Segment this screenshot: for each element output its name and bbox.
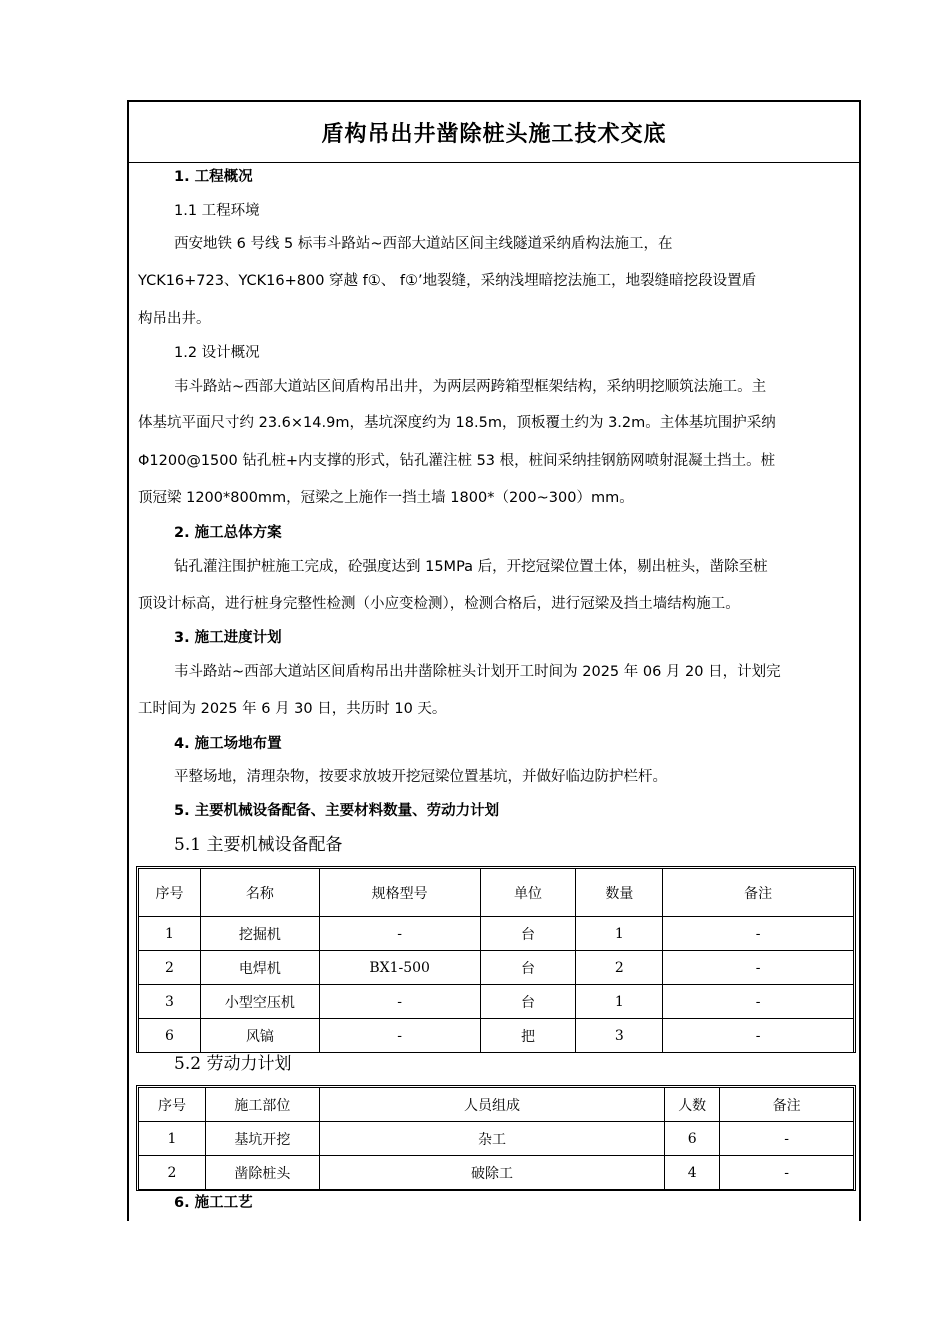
table-cell: 3 xyxy=(576,1019,663,1053)
table-cell: 基坑开挖 xyxy=(205,1122,319,1156)
table-row xyxy=(139,985,854,1019)
table-cell: - xyxy=(663,985,854,1019)
table-header: 人数 xyxy=(665,1088,720,1122)
table-header-row xyxy=(139,1088,854,1122)
paragraph-line: 顶冠梁 1200*800mm，冠梁之上施作一挡土墙 1800*（200~300）mm。 xyxy=(138,490,634,506)
table-header: 备注 xyxy=(720,1088,854,1122)
table-row xyxy=(139,1122,854,1156)
table-cell: 电焊机 xyxy=(200,951,319,985)
table-cell: 2 xyxy=(139,951,201,985)
table-cell: 挖掘机 xyxy=(200,917,319,951)
title-row xyxy=(129,102,859,163)
paragraph-line: Φ1200@1500 钻孔桩+内支撑的形式，钻孔灌注桩 53 根，桩间采纳挂钢筋网喷射混凝土挡土。桩 xyxy=(138,453,776,469)
table-cell: 1 xyxy=(576,985,663,1019)
table-cell: - xyxy=(319,985,480,1019)
section-2-heading: 2. 施工总体方案 xyxy=(174,525,282,541)
section-4-heading: 4. 施工场地布置 xyxy=(174,736,282,752)
paragraph-line: 体基坑平面尺寸约 23.6×14.9m，基坑深度约为 18.5m，顶板覆土约为 3.2m。主体基坑围护采纳 xyxy=(138,415,776,431)
table-cell: 把 xyxy=(480,1019,576,1053)
table-header: 人员组成 xyxy=(319,1088,664,1122)
table-cell: - xyxy=(319,1019,480,1053)
table-cell: 杂工 xyxy=(319,1122,664,1156)
paragraph-line: 构吊出井。 xyxy=(138,311,211,327)
table-cell: 1 xyxy=(576,917,663,951)
table-header: 施工部位 xyxy=(205,1088,319,1122)
paragraph-line: 平整场地，清理杂物，按要求放坡开挖冠梁位置基坑，并做好临边防护栏杆。 xyxy=(174,769,667,785)
table-cell: 破除工 xyxy=(319,1156,664,1190)
table-cell: 6 xyxy=(665,1122,720,1156)
table-cell: 1 xyxy=(139,1122,206,1156)
table-header: 备注 xyxy=(663,869,854,917)
table-header: 数量 xyxy=(576,869,663,917)
paragraph-line: 西安地铁 6 号线 5 标韦斗路站~西部大道站区间主线隧道采纳盾构法施工，在 xyxy=(174,236,673,252)
section-5-1-heading: 5.1 主要机械设备配备 xyxy=(174,835,343,855)
table-row xyxy=(139,1019,854,1053)
table-cell: 2 xyxy=(576,951,663,985)
section-5-2-heading: 5.2 劳动力计划 xyxy=(174,1054,292,1074)
table-cell: 3 xyxy=(139,985,201,1019)
paragraph-line: 韦斗路站~西部大道站区间盾构吊出井，为两层两跨箱型框架结构，采纳明挖顺筑法施工。主 xyxy=(174,379,767,395)
paragraph-line: 工时间为 2025 年 6 月 30 日，共历时 10 天。 xyxy=(138,701,447,717)
table-cell: - xyxy=(720,1156,854,1190)
table-cell: 2 xyxy=(139,1156,206,1190)
table-row xyxy=(139,951,854,985)
section-5-heading: 5. 主要机械设备配备、主要材料数量、劳动力计划 xyxy=(174,803,500,819)
table-cell: 台 xyxy=(480,985,576,1019)
table-cell: BX1-500 xyxy=(319,951,480,985)
table-cell: 小型空压机 xyxy=(200,985,319,1019)
table-cell: - xyxy=(663,951,854,985)
labor-table xyxy=(138,1087,854,1190)
table-header: 规格型号 xyxy=(319,869,480,917)
table-header: 名称 xyxy=(200,869,319,917)
section-1-heading: 1. 工程概况 xyxy=(174,169,253,185)
section-1-1-heading: 1.1 工程环境 xyxy=(174,203,260,219)
table-cell: 台 xyxy=(480,917,576,951)
table-cell: - xyxy=(720,1122,854,1156)
paragraph-line: YCK16+723、YCK16+800 穿越 f①、 f①’地裂缝，采纳浅埋暗挖法施工，地裂缝暗挖段设置盾 xyxy=(138,273,757,289)
table-cell: 台 xyxy=(480,951,576,985)
table-header: 单位 xyxy=(480,869,576,917)
table-cell: 4 xyxy=(665,1156,720,1190)
paragraph-line: 韦斗路站~西部大道站区间盾构吊出井凿除桩头计划开工时间为 2025 年 06 月 20 日，计划完 xyxy=(174,664,781,680)
table-cell: 凿除桩头 xyxy=(205,1156,319,1190)
section-6-heading: 6. 施工工艺 xyxy=(174,1195,253,1211)
table-cell: - xyxy=(663,1019,854,1053)
section-1-2-heading: 1.2 设计概况 xyxy=(174,345,260,361)
table-row xyxy=(139,1156,854,1190)
equipment-table xyxy=(138,868,854,1053)
table-header: 序号 xyxy=(139,1088,206,1122)
table-header-row xyxy=(139,869,854,917)
table-header: 序号 xyxy=(139,869,201,917)
paragraph-line: 顶设计标高，进行桩身完整性检测（小应变检测），检测合格后，进行冠梁及挡土墙结构施工。 xyxy=(138,596,740,612)
table-row xyxy=(139,917,854,951)
document-frame xyxy=(127,100,861,1221)
page-title: 盾构吊出井凿除桩头施工技术交底 xyxy=(321,120,667,147)
section-3-heading: 3. 施工进度计划 xyxy=(174,630,282,646)
table-cell: - xyxy=(319,917,480,951)
paragraph-line: 钻孔灌注围护桩施工完成，砼强度达到 15MPa 后，开挖冠梁位置土体，剔出桩头，凿除至桩 xyxy=(174,559,768,575)
table-cell: 6 xyxy=(139,1019,201,1053)
table-cell: 风镐 xyxy=(200,1019,319,1053)
table-cell: 1 xyxy=(139,917,201,951)
table-cell: - xyxy=(663,917,854,951)
